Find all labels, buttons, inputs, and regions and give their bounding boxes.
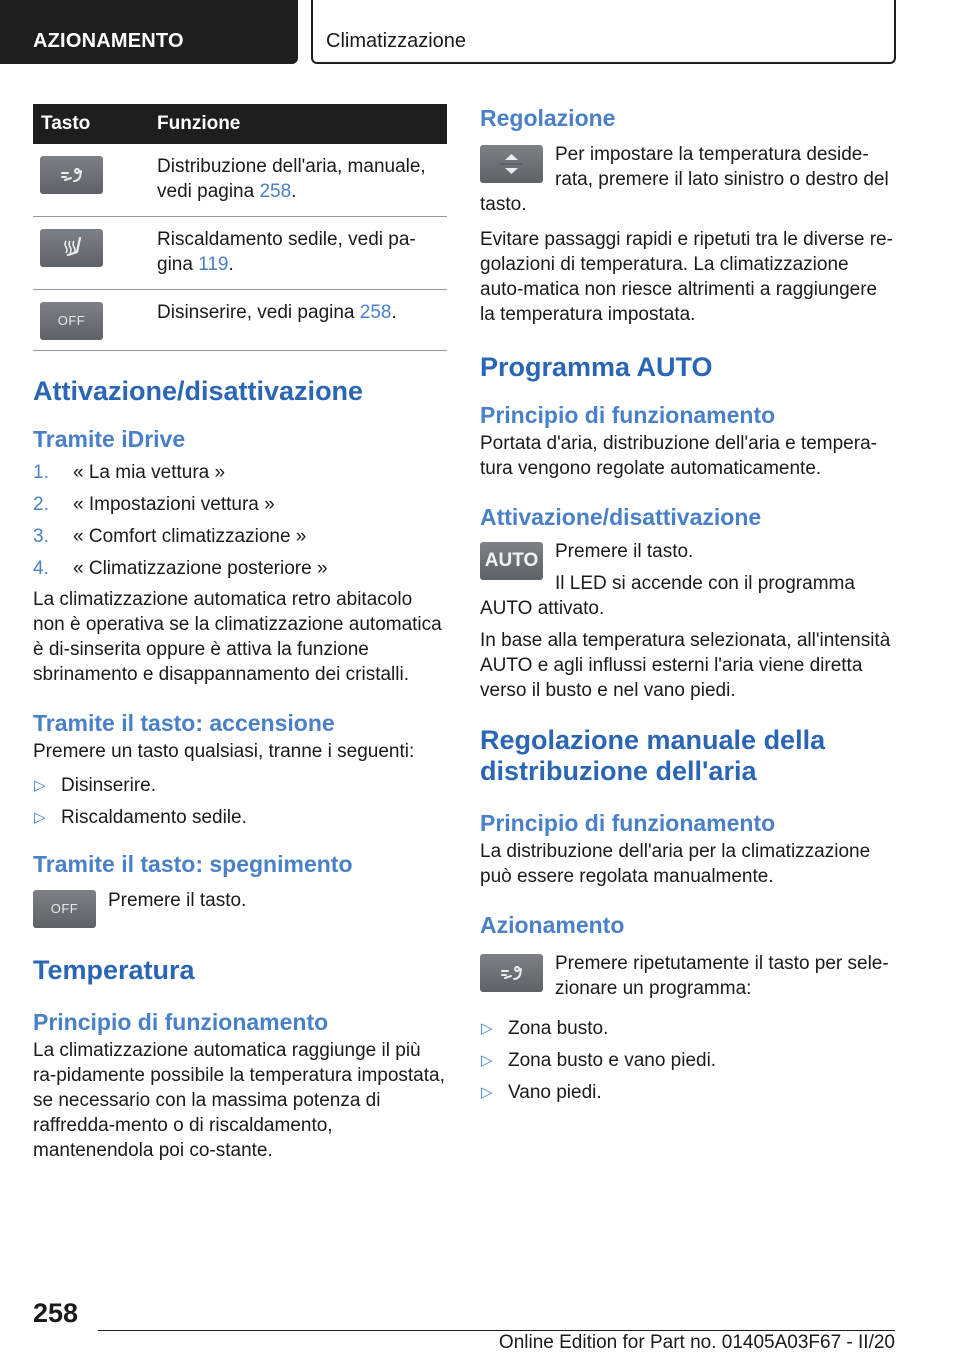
list-item [480, 1013, 895, 1045]
off-key-label: OFF [57, 313, 86, 328]
step-text: « Comfort climatizzazione » [73, 526, 307, 547]
auto-principle-text: Portata d'aria, distribuzione dell'aria e tempera-tura vengono regolate automaticamente. [480, 433, 877, 479]
bullet-triangle-icon: ▷ [481, 1052, 493, 1069]
step-text: « Impostazioni vettura » [73, 494, 275, 515]
list-item [480, 1045, 895, 1077]
bullet-triangle-icon: ▷ [34, 809, 46, 826]
item-text: Disinserire. [61, 775, 157, 796]
heading-operation: Azionamento [480, 912, 625, 938]
row-end: . [391, 302, 397, 323]
step-number: 2. [33, 494, 49, 515]
heading-regolazione: Regolazione [480, 105, 616, 131]
row-text: Disinserire, vedi pagina [157, 302, 360, 323]
right-column [480, 104, 895, 1109]
row-end: . [228, 254, 234, 275]
auto-key-label: AUTO [484, 550, 539, 571]
item-text: Vano piedi. [508, 1082, 602, 1103]
footer-divider [98, 1330, 895, 1331]
operation-text: Premere ripetutamente il tasto per sele-zionare un programma: [555, 953, 889, 999]
chapter-title: Climatizzazione [326, 30, 467, 52]
list-item [33, 553, 447, 585]
step-number: 4. [33, 558, 49, 579]
item-text: Zona busto. [508, 1018, 609, 1039]
regolazione-note: Evitare passaggi rapidi e ripetuti tra le diverse re-golazioni di temperatura. La climatizzazione auto-matica non riesce altrimenti a raggiungere la temperatura impostata. [480, 229, 893, 325]
temperature-rocker-icon [480, 145, 543, 183]
key-on-exceptions [33, 770, 447, 834]
list-item [33, 802, 447, 834]
list-item [33, 457, 447, 489]
table-header-key: Tasto [33, 104, 157, 144]
section-title: AZIONAMENTO [33, 30, 184, 52]
item-text: Zona busto e vano piedi. [508, 1050, 717, 1071]
step-text: « La mia vettura » [73, 462, 226, 483]
heading-auto-activation: Attivazione/disattivazione [480, 504, 762, 530]
heading-temperature: Temperatura [33, 955, 195, 985]
page-header [0, 0, 960, 66]
heading-key-off: Tramite il tasto: spegnimento [33, 851, 353, 877]
regolazione-block [480, 142, 895, 217]
edition-text: Online Edition for Part no. 01405A03F67 - II/20 [498, 1332, 895, 1353]
idrive-note: La climatizzazione automatica retro abitacolo non è operativa se la climatizzazione automatica è di-sinserita oppure è attiva la funzione sbrinamento e disappannamento dei cristalli. [33, 589, 442, 685]
seat-heating-icon [40, 229, 103, 267]
step-number: 3. [33, 526, 49, 547]
key-off-block [33, 888, 447, 928]
auto-text-press: Premere il tasto. [555, 541, 694, 562]
section-tab [0, 0, 298, 64]
bullet-triangle-icon: ▷ [34, 777, 46, 794]
heading-auto-program: Programma AUTO [480, 352, 713, 382]
heading-manual-principle: Principio di funzionamento [480, 810, 776, 836]
left-column [33, 104, 447, 1163]
auto-text-distribution: In base alla temperatura selezionata, all'intensità AUTO e agli influssi esterni l'aria viene diretta verso il busto e nel vano piedi. [480, 630, 891, 701]
step-number: 1. [33, 462, 49, 483]
air-distribution-icon [40, 156, 103, 194]
key-off-text: Premere il tasto. [108, 890, 247, 911]
page-link[interactable]: 258 [359, 302, 392, 323]
list-item [33, 521, 447, 553]
page-number: 258 [33, 1298, 79, 1328]
idrive-steps [33, 457, 447, 585]
air-distribution-icon [480, 954, 543, 992]
row-text: Distribuzione dell'aria, manuale, vedi pagina [157, 156, 426, 202]
manual-principle-text: La distribuzione dell'aria per la climatizzazione può essere regolata manualmente. [480, 841, 871, 887]
page-link[interactable]: 258 [259, 181, 292, 202]
list-item [33, 489, 447, 521]
operation-block [480, 951, 895, 1001]
item-text: Riscaldamento sedile. [61, 807, 247, 828]
heading-activation: Attivazione/disattivazione [33, 376, 364, 406]
regolazione-text: Per impostare la temperatura deside-rata, premere il lato sinistro o destro del tasto. [480, 144, 889, 215]
bullet-triangle-icon: ▷ [481, 1020, 493, 1037]
auto-text-led: Il LED si accende con il programma AUTO attivato. [480, 573, 855, 619]
row-end: . [291, 181, 297, 202]
table-row [33, 144, 447, 217]
temp-principle-text: La climatizzazione automatica raggiunge il più ra-pidamente possibile la temperatura impostata, se necessario con la massima potenza di raffredda-mento o di riscaldamento, mantenendola poi co-stante. [33, 1040, 445, 1161]
table-row [33, 290, 447, 351]
step-text: « Climatizzazione posteriore » [73, 558, 328, 579]
heading-manual-distribution: Regolazione manuale della distribuzione dell'aria [480, 725, 826, 786]
heading-idrive: Tramite iDrive [33, 426, 186, 452]
chapter-tab [311, 0, 896, 64]
off-key-icon [33, 890, 96, 928]
heading-auto-principle: Principio di funzionamento [480, 402, 776, 428]
off-key-label: OFF [50, 901, 79, 916]
key-function-table [33, 104, 447, 351]
page-link[interactable]: 119 [198, 254, 229, 275]
table-row [33, 217, 447, 290]
auto-activation-block [480, 539, 895, 621]
off-key-icon [40, 302, 103, 340]
program-list [480, 1013, 895, 1109]
key-on-text: Premere un tasto qualsiasi, tranne i seguenti: [33, 741, 415, 762]
bullet-triangle-icon: ▷ [481, 1084, 493, 1101]
heading-temp-principle: Principio di funzionamento [33, 1009, 329, 1035]
row-text: Riscaldamento sedile, vedi pa-gina [157, 229, 416, 275]
table-header-function: Funzione [157, 104, 447, 144]
list-item [33, 770, 447, 802]
heading-key-on: Tramite il tasto: accensione [33, 710, 335, 736]
auto-key-icon [480, 542, 543, 580]
list-item [480, 1077, 895, 1109]
